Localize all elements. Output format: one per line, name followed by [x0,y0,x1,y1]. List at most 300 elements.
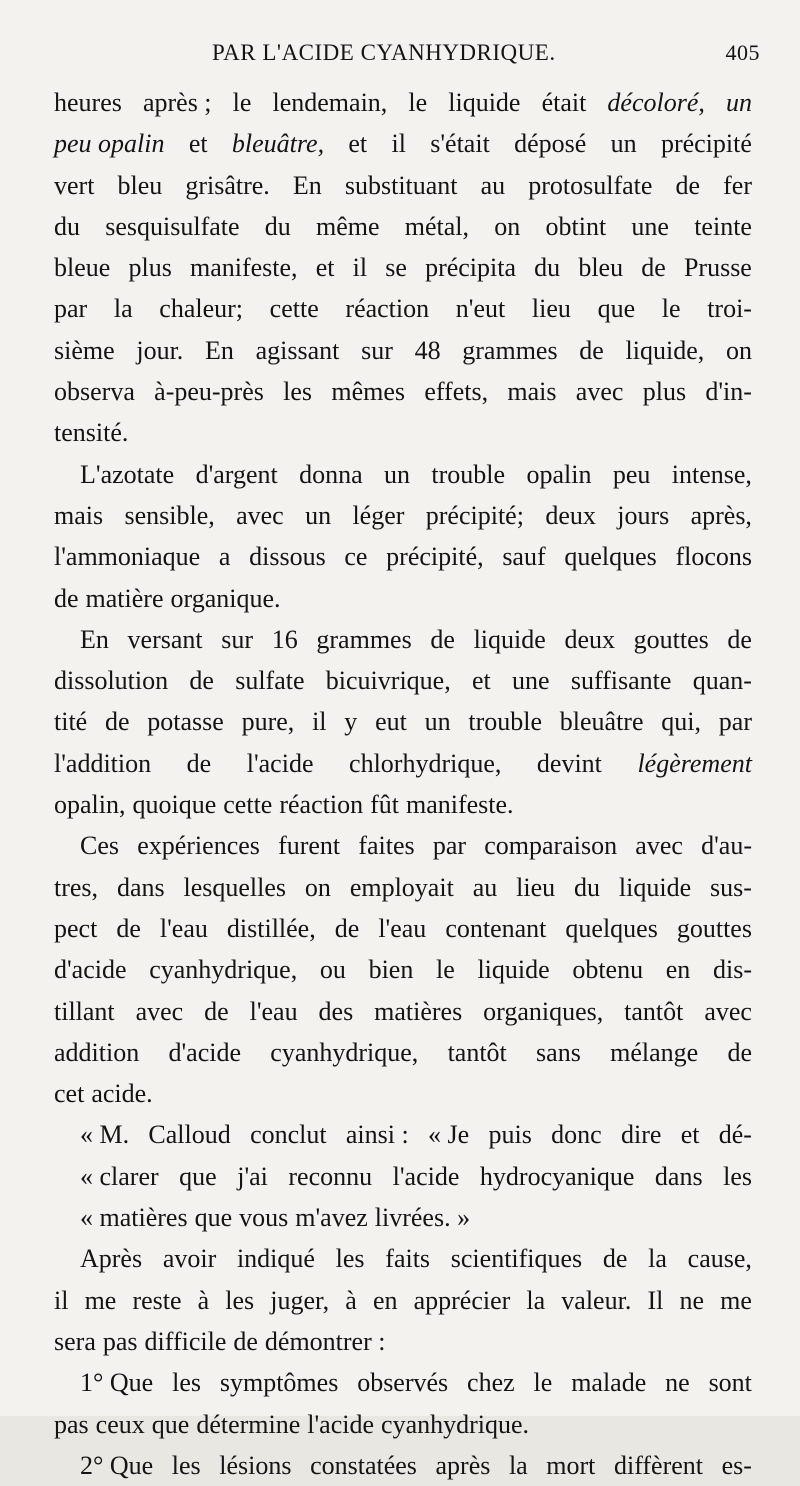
word: En [80,624,109,654]
word: le [533,1368,553,1398]
text-line [54,949,752,990]
word: faits [385,1244,431,1274]
word: constatées [310,1450,417,1480]
word: Calloud [148,1120,231,1150]
word: un [384,459,411,489]
word: avec [704,996,752,1026]
word: pect [54,913,98,943]
text-line [54,701,752,742]
word: lesquelles [183,872,287,902]
word: qui, [661,707,702,737]
word: décoloré, [607,88,705,117]
word: en [665,955,691,985]
word: matière [85,583,164,613]
word: potasse [147,707,224,737]
word: vert [54,170,95,200]
word: apprécier [413,1285,511,1315]
word: symptômes [219,1368,339,1398]
word: lieu [531,294,571,324]
word: me [720,1285,752,1315]
word: le [408,88,428,117]
word: que [151,1409,190,1439]
word: au [472,872,498,902]
word: y [344,707,358,737]
word: on [494,211,521,241]
word: distillée, [226,913,316,943]
word: sesquisulfate [105,211,240,241]
word: acide. [91,1079,153,1109]
word: de [727,1037,752,1067]
word: peu opalin [54,129,165,159]
word: pure, [241,707,295,737]
word: précipita [425,253,517,283]
word: quan- [692,666,752,696]
word: réaction [345,294,430,324]
word: léger [352,500,405,530]
word: il [312,707,327,737]
word: un [424,707,451,737]
word: de [602,1244,628,1274]
running-header [212,40,760,76]
text-line [54,1445,752,1486]
word: tres, [54,872,99,902]
word: il [352,253,368,283]
word: une [631,211,669,241]
text-line [54,371,752,412]
word: contenant [445,913,547,943]
word: ou [319,955,346,985]
word: flocons [675,542,752,572]
word: ne [679,1285,704,1315]
word: plus [642,377,687,407]
text-line [54,454,752,495]
word: manifeste. [405,790,514,820]
text-line [54,1197,752,1238]
text-line [54,412,752,453]
word: mélange [610,1037,699,1067]
word: expériences [137,831,260,861]
text-line [54,495,752,536]
text-line [54,1404,752,1445]
word: Prusse [683,253,752,283]
word: sera [54,1326,96,1356]
word: dire [620,1120,662,1150]
word: et [348,129,368,159]
word: troi- [707,294,752,324]
word: de [579,335,604,365]
word: un [305,500,332,530]
word: après [435,1450,491,1480]
text-line [54,1114,752,1155]
word: opalin, [54,790,126,820]
word: tensité. [54,418,129,448]
word: l'addition [54,748,152,778]
word: que [179,1161,217,1191]
word: dissous [249,542,326,572]
word: avec [135,996,184,1026]
running-title: PAR L'ACIDE CYANHYDRIQUE. [212,40,556,65]
word: il [54,1285,69,1315]
word: En [205,335,234,365]
word: obtenu [572,955,644,985]
word: l'eau [159,913,208,943]
word: dans [116,872,165,902]
word: dissolution [54,666,169,696]
text-line [54,578,752,619]
word: bleue [54,253,111,283]
word: cyanhydrique, [270,1037,419,1067]
word: chlorhydrique, [349,748,502,778]
text-line [54,206,752,247]
word: addition [54,1037,140,1067]
word: de [430,624,455,654]
word: les [283,377,313,407]
word: était [541,88,587,117]
word: après, [690,500,752,530]
word: liquide [618,872,692,902]
word: tantôt [447,1037,507,1067]
word: le [661,294,681,324]
word: mêmes [331,377,406,407]
word: lendemain, [272,88,388,117]
word: liquide [477,955,550,985]
text-line [54,1032,752,1073]
word: du [264,211,291,241]
word: donna [299,459,363,489]
word: jours [617,500,670,530]
word: grammes [316,624,412,654]
word: pas [54,1409,89,1439]
word: 2° Que [80,1450,154,1480]
word: juger, [270,1285,330,1315]
word: bleu [117,170,163,200]
word: malade [571,1368,647,1398]
word: précipité, [386,542,484,572]
word: organiques, [483,996,604,1026]
word: de [116,913,141,943]
word: lieu [516,872,556,902]
word: on [304,872,331,902]
word: puis [488,1120,532,1150]
word: mort [546,1450,596,1480]
word: indiqué [236,1244,315,1274]
word: En [292,170,322,200]
word: 1° Que [80,1368,154,1398]
word: déposé [514,129,587,159]
word: gouttes [676,913,752,943]
word: l'acide [307,1409,375,1439]
word: deux [564,624,615,654]
word: teinte [694,211,752,241]
text-line [54,247,752,288]
word: le [436,955,455,985]
word: suffisante [570,666,672,696]
word: de [104,707,130,737]
word: en [372,1285,398,1315]
word: substituant [344,170,458,200]
word: du [574,872,601,902]
word: protosulfate [528,170,653,200]
text-line [54,1238,752,1279]
text-line [54,165,752,206]
word: et [680,1120,700,1150]
word: lésions [219,1450,292,1480]
text-line [54,1321,752,1362]
text-line [54,825,752,866]
word: du [534,253,561,283]
word: livrées. » [374,1203,471,1233]
word: de [641,253,666,283]
word: diffèrent [613,1450,704,1480]
word: trouble [431,459,506,489]
word: les [723,1161,752,1191]
word: après ; [142,88,212,117]
word: de [204,996,229,1026]
word: observa [54,377,135,407]
word: que [597,294,636,324]
word: devint [536,748,602,778]
word: à-peu-près [154,377,264,407]
word: heures [54,88,122,117]
word: cyanhydrique, [149,955,298,985]
body-text [54,82,752,1486]
word: d'acide [168,1037,242,1067]
word: a [218,542,231,572]
word: sus- [710,872,752,902]
word: 48 [414,335,441,365]
word: peu [612,459,651,489]
word: l'eau [249,996,298,1026]
word: « matières [80,1203,188,1233]
word: fût [370,790,399,820]
word: versant [127,624,203,654]
word: une [512,666,550,696]
word: sur [361,335,393,365]
word: bleuâtre, [231,129,325,159]
word: furent [278,831,341,861]
word: quoique [132,790,217,820]
word: trouble [468,707,543,737]
word: des [318,996,354,1026]
word: grisâtre. [185,170,270,200]
word: vous [239,1203,289,1233]
text-line [54,288,752,329]
word: faites [358,831,415,861]
word: l'ammoniaque [54,542,201,572]
word: l'acide [392,1161,460,1191]
word: mais [54,500,104,530]
text-line [54,1073,752,1114]
word: s'était [430,129,490,159]
word: dis- [712,955,752,985]
word: se [385,253,407,283]
word: tillant [54,996,115,1026]
word: gouttes [633,624,709,654]
text-line [54,991,752,1032]
word: Après [80,1244,143,1274]
word: et [188,129,208,159]
word: comparaison [484,831,618,861]
text-line [54,908,752,949]
page-number: 405 [725,40,760,65]
word: et [315,253,335,283]
text-line [54,330,752,371]
word: sans [536,1037,581,1067]
word: grammes [462,335,558,365]
word: « Je [428,1120,470,1150]
word: donc [551,1120,602,1150]
word: liquide [448,88,521,117]
word: d'au- [701,831,752,861]
word: difficile [144,1326,227,1356]
word: démontrer : [264,1326,386,1356]
word: l'eau [378,913,427,943]
word: avec [575,377,624,407]
word: ne [665,1368,690,1398]
word: cyanhydrique. [381,1409,530,1439]
word: détermine [196,1409,301,1439]
word: valeur. [561,1285,632,1315]
word: le [232,88,252,117]
word: et [471,666,491,696]
word: on [725,335,752,365]
text-line [54,123,752,164]
word: L'azotate [80,459,175,489]
word: de [186,748,212,778]
text-line [54,1362,752,1403]
word: cette [223,790,273,820]
word: agissant [255,335,340,365]
word: avoir [162,1244,217,1274]
word: plus [128,253,172,283]
text-line [54,619,752,660]
text-line [54,743,752,784]
word: d'acide [54,955,127,985]
word: avec [236,500,284,530]
word: sième [54,335,115,365]
word: de [54,583,79,613]
word: cette [269,294,319,324]
word: ceux [95,1409,145,1439]
word: cause, [687,1244,752,1274]
text-line [54,784,752,825]
word: bien [368,955,414,985]
word: par [718,707,752,737]
word: sont [708,1368,752,1398]
word: tité [54,707,88,737]
word: de [727,624,752,654]
word: employait [349,872,454,902]
word: chaleur; [159,294,244,324]
word: chez [467,1368,515,1398]
word: liquide [473,624,546,654]
word: bleu [578,253,624,283]
word: la [648,1244,667,1274]
word: au [480,170,506,200]
word: les [172,1368,201,1398]
word: d'argent [195,459,278,489]
word: obtint [545,211,607,241]
word: 16 [271,624,298,654]
word: es- [721,1450,752,1480]
text-line [54,536,752,577]
word: un [725,88,752,117]
word: manifeste, [189,253,298,283]
word: la [508,1450,528,1480]
word: il [391,129,406,159]
word: sulfate [235,666,305,696]
word: hydrocyanique [479,1161,635,1191]
word: reconnu [288,1161,373,1191]
word: sauf [502,542,546,572]
text-line [54,1280,752,1321]
word: liquide, [625,335,705,365]
word: un [610,129,637,159]
word: l'acide [246,748,314,778]
word: quelques [565,913,658,943]
word: les [335,1244,365,1274]
word: sur [221,624,254,654]
word: que [194,1203,233,1233]
word: conclut [250,1120,327,1150]
word: d'in- [705,377,752,407]
text-line [54,867,752,908]
word: intense, [671,459,752,489]
word: Il [647,1285,664,1315]
word: réaction [279,790,364,820]
word: du [54,211,80,241]
word: à [345,1285,357,1315]
word: eut [375,707,407,737]
word: mais [507,377,557,407]
word: ainsi : [345,1120,409,1150]
word: de [189,666,214,696]
word: reste [132,1285,182,1315]
word: m'avez [295,1203,368,1233]
word: pas [102,1326,138,1356]
word: Ces [80,831,119,861]
word: de [334,913,360,943]
text-line [54,1156,752,1197]
word: « clarer [80,1161,159,1191]
word: quelques [564,542,657,572]
word: jour. [136,335,184,365]
word: bleuâtre [559,707,644,737]
word: avec [635,831,683,861]
word: métal, [404,211,470,241]
word: la [113,294,133,324]
word: scientifiques [450,1244,583,1274]
word: les [225,1285,255,1315]
word: sensible, [124,500,215,530]
word: les [171,1450,201,1480]
word: « M. [80,1120,130,1150]
word: dans [654,1161,703,1191]
word: même [316,211,380,241]
word: fer [723,170,752,200]
word: dé- [718,1120,752,1150]
text-line [54,82,752,123]
word: de [675,170,701,200]
word: par [432,831,467,861]
text-line [54,660,752,701]
word: n'eut [455,294,506,324]
word: cet [54,1079,85,1109]
word: opalin [526,459,592,489]
word: organique. [170,583,281,613]
word: observés [357,1368,449,1398]
word: j'ai [237,1161,268,1191]
